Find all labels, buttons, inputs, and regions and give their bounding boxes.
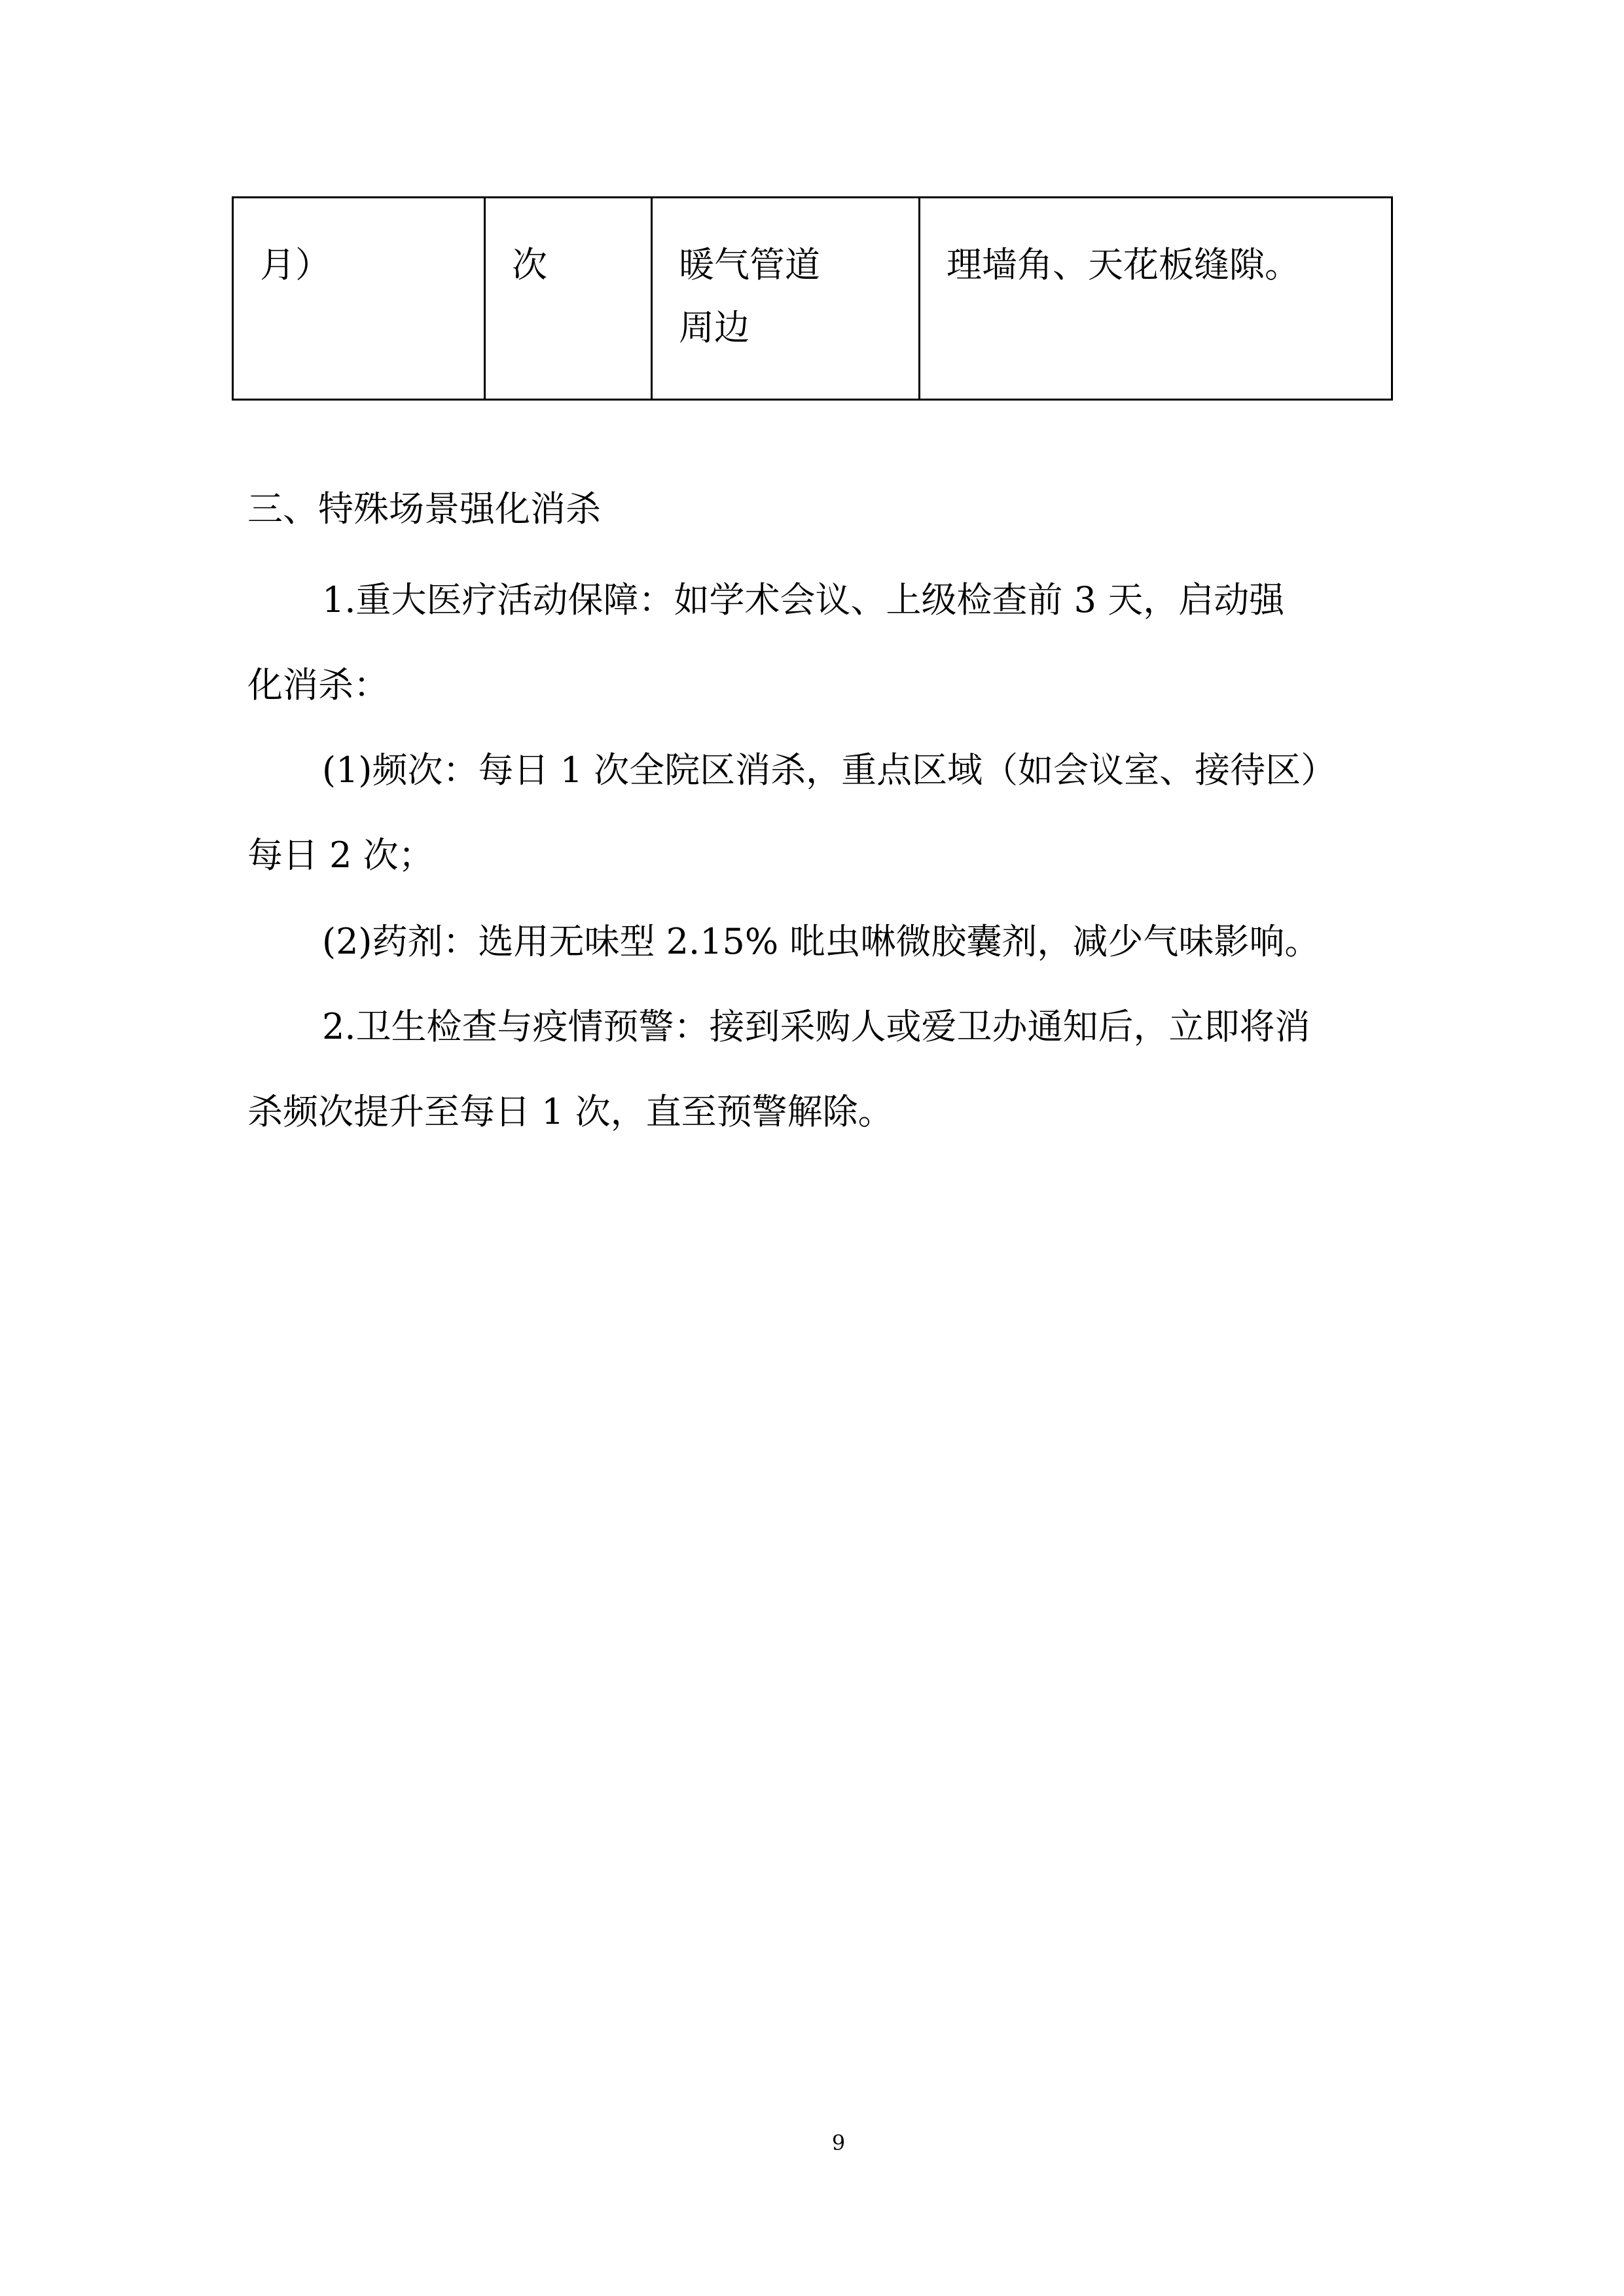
paragraph-line: (1)频次：每日 1 次全院区消杀，重点区域（如会议室、接待区） [322,749,1337,791]
cell-text: 暖气管道 [679,244,820,285]
paragraph-line: 化消杀： [247,664,389,706]
table-cell-location [652,198,920,400]
paragraph-line: 2.卫生检查与疫情预警：接到采购人或爱卫办通知后，立即将消 [322,1006,1310,1047]
table-cell-period [233,198,485,400]
continuation-table [232,196,1393,401]
paragraph-line: 每日 2 次； [247,834,434,876]
paragraph-line: 1.重大医疗活动保障：如学术会议、上级检查前 3 天，启动强 [322,579,1285,620]
cell-text: 周边 [679,307,749,348]
table-row [233,198,1392,400]
section-heading: 三、特殊场景强化消杀 [247,488,601,529]
cell-text: 理墙角、天花板缝隙。 [947,244,1300,285]
paragraph-line: (2)药剂：选用无味型 2.15% 吡虫啉微胶囊剂，减少气味影响。 [322,921,1320,962]
table-cell-method [920,198,1392,400]
page-number: 9 [831,2130,846,2155]
cell-text: 次 [512,244,547,285]
table-cell-frequency [485,198,652,400]
cell-text: 月） [260,244,331,285]
paragraph-line: 杀频次提升至每日 1 次，直至预警解除。 [247,1091,893,1132]
